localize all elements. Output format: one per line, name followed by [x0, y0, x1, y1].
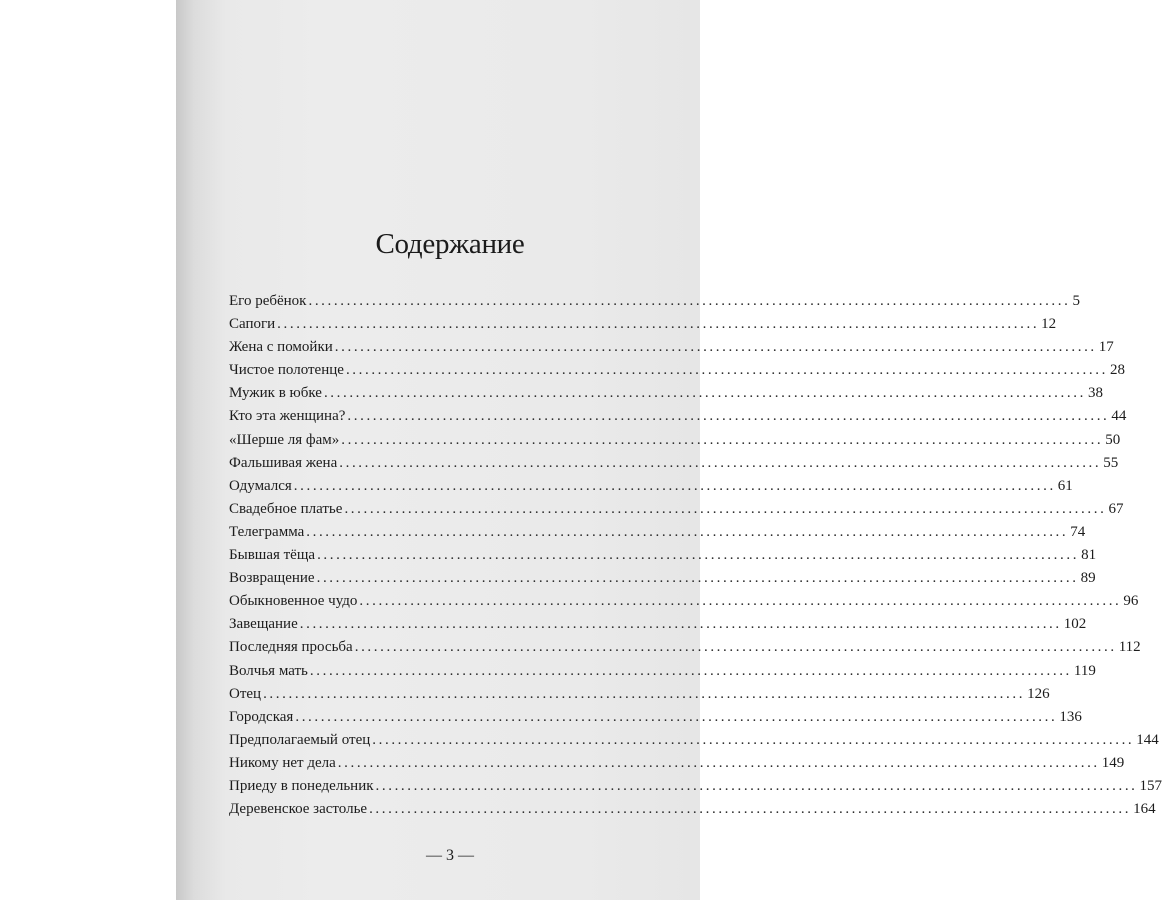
dot-leader: ........................................................................................................................ — [344, 500, 1107, 517]
toc-entry-title: Деревенское застолье — [229, 801, 368, 818]
toc-entry-page: 67 — [1108, 500, 1124, 517]
toc-entry-page: 119 — [1073, 662, 1096, 679]
page-title: Содержание — [375, 228, 525, 260]
toc-entry-page: 81 — [1081, 547, 1097, 564]
toc-entry-title: «Шерше ля фам» — [229, 431, 340, 448]
toc-entry-page: 149 — [1101, 754, 1125, 771]
toc-entry-page: 112 — [1118, 639, 1141, 656]
dot-leader: ........................................................................................................................ — [337, 754, 1100, 771]
toc-entry-title: Сапоги — [229, 316, 276, 333]
page-number: — 3 — — [426, 847, 474, 864]
toc-entry — [229, 567, 1096, 590]
toc-entry — [229, 613, 1087, 636]
toc-entry — [229, 752, 1125, 775]
dot-leader: ........................................................................................................................ — [345, 362, 1108, 379]
dot-leader: ........................................................................................................................ — [306, 523, 1069, 540]
toc-entry-page: 28 — [1109, 362, 1125, 379]
dot-leader: ........................................................................................................................ — [334, 339, 1097, 356]
dot-leader: ........................................................................................................................ — [347, 408, 1110, 425]
dot-leader: ........................................................................................................................ — [372, 731, 1135, 748]
toc-entry-title: Последняя просьба — [229, 639, 353, 656]
toc-entry — [229, 521, 1086, 544]
dot-leader: ........................................................................................................................ — [293, 477, 1056, 494]
toc-entry-page: 126 — [1027, 685, 1050, 702]
toc-entry-title: Волчья мать — [229, 662, 308, 679]
toc-entry-page: 61 — [1057, 477, 1073, 494]
toc-entry-page: 102 — [1063, 616, 1087, 633]
dot-leader: ........................................................................................................................ — [359, 593, 1122, 610]
toc-entry-title: Завещание — [229, 616, 298, 633]
toc-entry — [229, 498, 1124, 521]
toc-entry — [229, 290, 1080, 313]
dot-leader: ........................................................................................................................ — [277, 316, 1040, 333]
toc-entry-title: Бывшая тёща — [229, 547, 316, 564]
toc-entry-page: 38 — [1087, 385, 1103, 402]
toc-entry-page: 55 — [1103, 454, 1119, 471]
toc-entry — [229, 660, 1096, 683]
toc-entry — [229, 336, 1114, 359]
toc-entry — [229, 405, 1127, 428]
toc-entry-title: Отец — [229, 685, 262, 702]
toc-entry-page: 50 — [1105, 431, 1121, 448]
toc-entry-title: Приеду в понедельник — [229, 777, 374, 794]
toc-entry-page: 17 — [1098, 339, 1114, 356]
toc-entry — [229, 544, 1097, 567]
toc-entry-page: 164 — [1133, 801, 1156, 818]
dot-leader: ........................................................................................................................ — [308, 293, 1071, 309]
toc-entry — [229, 382, 1103, 405]
dot-leader: ........................................................................................................................ — [341, 431, 1104, 448]
toc-entry — [229, 452, 1119, 475]
toc-entry-title: Жена с помойки — [229, 339, 333, 356]
dot-leader: ........................................................................................................................ — [323, 385, 1086, 402]
toc-entry — [229, 313, 1057, 336]
toc-entry-title: Предполагаемый отец — [229, 731, 371, 748]
toc-entry-page: 144 — [1136, 731, 1159, 748]
toc-entry-page: 5 — [1072, 293, 1080, 309]
toc-entry — [229, 590, 1139, 613]
toc-entry-title: Городская — [229, 708, 294, 725]
dot-leader: ........................................................................................................................ — [339, 454, 1102, 471]
toc-entry-page: 136 — [1059, 708, 1082, 725]
toc-entry-title: Телеграмма — [229, 523, 305, 540]
toc-entry-title: Никому нет дела — [229, 754, 336, 771]
dot-leader: ........................................................................................................................ — [354, 639, 1117, 656]
toc-entry-title: Чистое полотенце — [229, 362, 344, 379]
toc-entry-page: 12 — [1041, 316, 1057, 333]
toc-entry — [229, 359, 1125, 382]
toc-entry — [229, 475, 1073, 498]
toc-entry — [229, 729, 1159, 752]
toc-entry-title: Кто эта женщина? — [229, 408, 346, 425]
toc-entry-title: Его ребёнок — [229, 293, 307, 309]
dot-leader: ........................................................................................................................ — [369, 801, 1132, 818]
toc-entry-title: Свадебное платье — [229, 500, 343, 517]
toc-entry-page: 74 — [1070, 523, 1086, 540]
toc-entry-title: Мужик в юбке — [229, 385, 322, 402]
toc-entry-page: 157 — [1139, 777, 1162, 794]
toc-entry-title: Возвращение — [229, 570, 315, 587]
toc-entry-page: 96 — [1123, 593, 1139, 610]
dot-leader: ........................................................................................................................ — [309, 662, 1072, 679]
toc-entry-page: 89 — [1080, 570, 1096, 587]
dot-leader: ........................................................................................................................ — [317, 547, 1080, 564]
toc-entry — [229, 775, 1162, 798]
toc-entry — [229, 798, 1156, 821]
toc-entry — [229, 683, 1050, 706]
toc-entry — [229, 636, 1141, 659]
toc-entry — [229, 429, 1121, 452]
toc-entry-page: 44 — [1111, 408, 1127, 425]
dot-leader: ........................................................................................................................ — [263, 685, 1026, 702]
dot-leader: ........................................................................................................................ — [295, 708, 1058, 725]
toc-entry-title: Фальшивая жена — [229, 454, 338, 471]
dot-leader: ........................................................................................................................ — [299, 616, 1062, 633]
toc-entry — [229, 706, 1082, 729]
toc-entry-title: Обыкновенное чудо — [229, 593, 358, 610]
dot-leader: ........................................................................................................................ — [316, 570, 1079, 587]
table-of-contents — [229, 290, 1162, 821]
dot-leader: ........................................................................................................................ — [375, 777, 1138, 794]
toc-entry-title: Одумался — [229, 477, 292, 494]
